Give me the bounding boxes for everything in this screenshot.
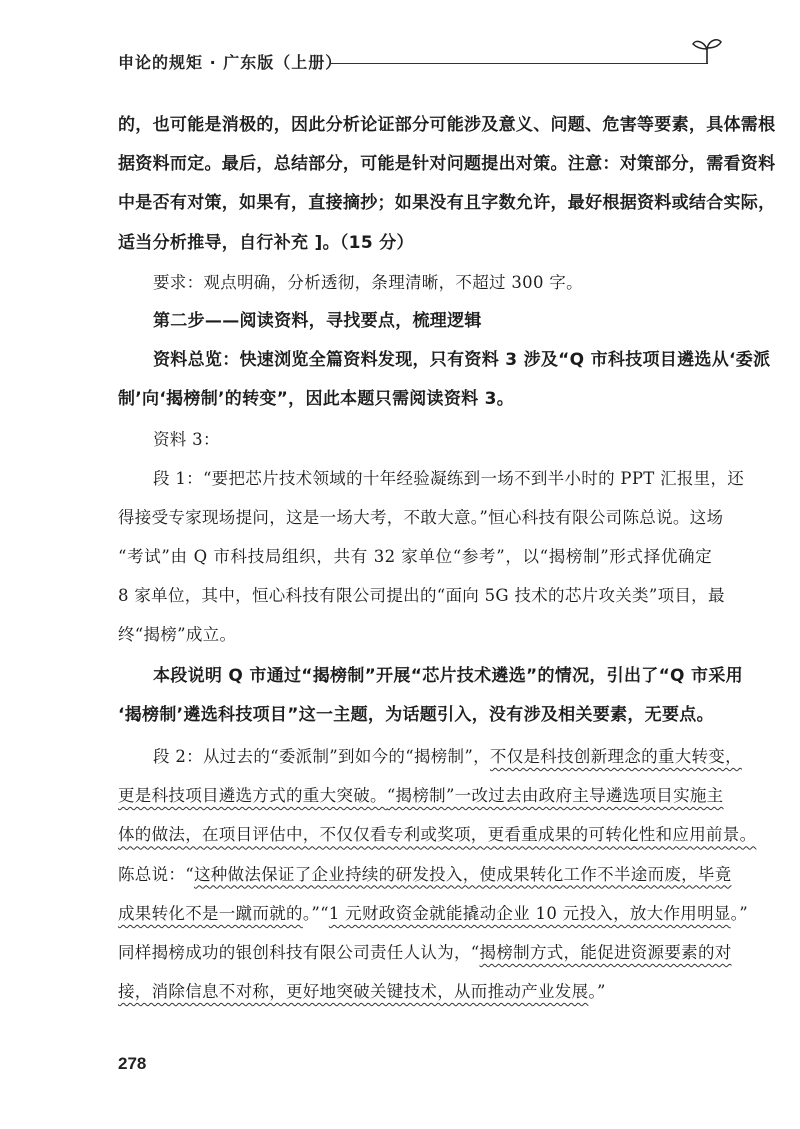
page-header (118, 44, 718, 72)
text-line (118, 972, 712, 1011)
text-run: 。”“ (302, 903, 329, 923)
key-point: 接，消除信息不对称，更好地突破关键技术，从而推动产业发展 (118, 982, 589, 1002)
key-point: “揭榜制”一改过去由政府主导遴选项目实施主 (386, 786, 724, 806)
key-point: 不仅是科技创新理念的重大转变， (489, 747, 742, 766)
step-heading: 第二步——阅读资料，寻找要点，梳理逻辑 (153, 310, 482, 331)
text-line: 得接受专家现场提问，这是一场大考，不敢大意。”恒心科技有限公司陈总说。这场 (118, 507, 724, 527)
key-point: 揭榜制方式，能促进资源要素的对 (479, 942, 732, 962)
text-run: 。” (588, 982, 606, 1002)
paragraph-section-1-analysis (118, 657, 743, 735)
material-label: 资料 3： (153, 429, 220, 449)
key-point: 更是科技项目遴选方式的重大突破。 (118, 786, 387, 806)
key-point: 体的做法， (118, 825, 202, 845)
key-point: 在项目评估中，不仅仅看专利或奖项，更看重成果的可转化性和应用前景。 (202, 825, 757, 845)
text-line: 终“揭榜”成立。 (118, 625, 237, 645)
text-line: 制’向‘揭榜制’的转变”，因此本题只需阅读资料 3。 (118, 389, 515, 410)
paragraph-material-overview (118, 341, 771, 419)
text-line: 本段说明 Q 市通过“揭榜制”开展“芯片技术遴选”的情况，引出了“Q 市采用 (153, 665, 743, 686)
text-line (118, 933, 732, 972)
text-line: “考试”由 Q 市科技局组织，共有 32 家单位“参考”，以“揭榜制”形式择优确定 (118, 547, 712, 567)
page-number: 278 (118, 1054, 147, 1073)
requirement-line: 要求：观点明确，分析透彻，条理清晰，不超过 300 字。 (153, 272, 583, 292)
text-line (118, 855, 732, 894)
text-line (118, 776, 724, 815)
text-line: 中是否有对策，如果有，直接摘抄；如果没有且字数允许，最好根据资料或结合实际， (118, 193, 776, 214)
text-run: 。” (730, 903, 748, 923)
text-line: ‘揭榜制’遴选科技项目”这一主题，为话题引入，没有涉及相关要素，无要点。 (118, 704, 714, 725)
sprout-icon (690, 36, 724, 66)
text-run: 同样揭榜成功的银创科技有限公司责任人认为，“ (118, 942, 480, 962)
text-line: 资料总览：快速浏览全篇资料发现，只有资料 3 涉及“Q 市科技项目遴选从‘委派 (153, 350, 771, 371)
text-line (118, 894, 748, 933)
text-line: 段 1：“要把芯片技术领域的十年经验凝练到一场不到半小时的 PPT 汇报里，还 (153, 468, 745, 488)
text-line (118, 737, 742, 776)
text-run: 陈总说：“ (118, 864, 194, 884)
text-line (118, 815, 757, 854)
text-line: 据资料而定。最后，总结部分，可能是针对问题提出对策。注意：对策部分，需看资料 (118, 154, 776, 175)
paragraph-section-2 (118, 737, 757, 1011)
key-point: 成果转化不是一蹴而就的 (118, 903, 303, 923)
book-title: 申论的规矩 · 广东版（上册） (118, 53, 343, 72)
text-line (118, 224, 712, 263)
key-point: 1 元财政资金就能撬动企业 10 元投入，放大作用明显 (328, 903, 731, 923)
page-body (118, 106, 776, 1011)
text-run: 适当分析推导，自行补充 ]。（15 分） (118, 232, 414, 253)
paragraph-section-1 (118, 459, 745, 655)
header-rule (330, 63, 708, 64)
text-line: 8 家单位，其中，恒心科技有限公司提出的“面向 5G 技术的芯片攻关类”项目，最 (118, 586, 725, 606)
text-run: 段 2：从过去的“委派制”到如今的“揭榜制”， (153, 747, 490, 766)
text-line: 的，也可能是消极的，因此分析论证部分可能涉及意义、问题、危害等要素，具体需根 (118, 115, 776, 135)
key-point: 这种做法保证了企业持续的研发投入，使成果转化工作不半途而废，毕竟 (193, 864, 732, 884)
paragraph-conclusion-note (118, 106, 776, 263)
